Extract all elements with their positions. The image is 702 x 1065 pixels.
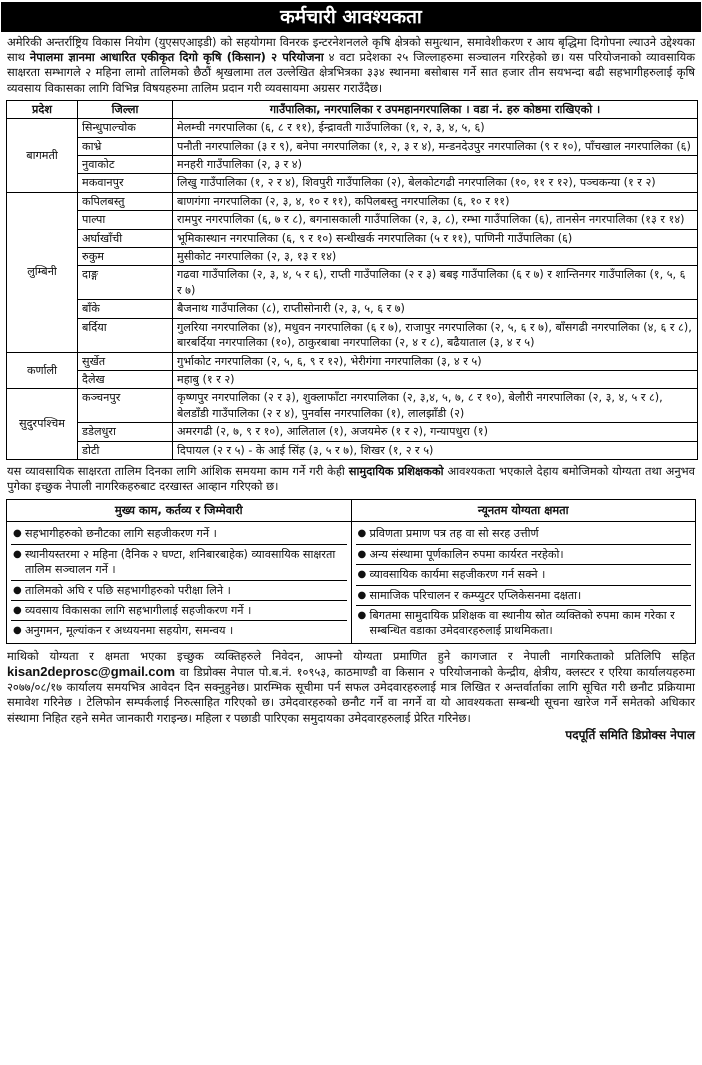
- table-row: [7, 389, 698, 423]
- call-text-1: यस व्यावसायिक साक्षरता तालिम दिनका लागि आंशिक समयमा काम गर्ने गरी केही: [7, 463, 349, 478]
- duty-item: ● अनुगमन, मूल्यांकन र अध्ययनमा सहयोग, समन्वय ।: [11, 621, 347, 640]
- municipalities-cell: कृष्णपुर नगरपालिका (२ र ३), शुक्लाफाँटा नगरपालिका (२, ३,४, ५, ७, ८ र १०), बेलौरी नगरपालिका (२, ३, ४, ५ र ८), बेलडाँडी गाउँपालिका (२ र ४), पुनर्वास नगरपालिका (१), लालझाँडी (२): [173, 389, 698, 423]
- municipalities-cell: मेलम्ची नगरपालिका (६, ८ र ११), ईन्द्रावती गाउँपालिका (१, २, ३, ४, ५, ६): [173, 119, 698, 137]
- duties-heading: मुख्य काम, कर्तव्य र जिम्मेवारी: [7, 500, 351, 522]
- district-cell: डडेलधुरा: [78, 423, 173, 441]
- duties-column: [7, 500, 352, 642]
- table-row: [7, 300, 698, 318]
- qualifications-heading: न्यूनतम योग्यता क्षमता: [352, 500, 696, 522]
- municipalities-cell: रामपुर नगरपालिका (६, ७ र ८), बगनासकाली गाउँपालिका (२, ३, ८), रम्भा गाउँपालिका (६), तानसेन नगरपालिका (१३ र १४): [173, 211, 698, 229]
- requirements-section: [6, 499, 696, 643]
- qualification-item: ● सामाजिक परिचालन र कम्प्युटर एप्लिकेसनमा दक्षता।: [356, 586, 692, 606]
- email-address: kisan2deprosc@gmail.com: [7, 663, 176, 679]
- municipalities-cell: पनौती नगरपालिका (३ र ९), बनेपा नगरपालिका (१, २, ३ र ४), मन्डनदेउपुर नगरपालिका (९ र १०), पाँचखाल नगरपालिका (६): [173, 137, 698, 155]
- header-province: प्रदेश: [7, 100, 78, 118]
- table-header-row: [7, 100, 698, 118]
- regions-table: [6, 100, 698, 460]
- province-cell: बागमती: [7, 119, 78, 193]
- district-cell: पाल्पा: [78, 211, 173, 229]
- municipalities-cell: महाबु (१ र २): [173, 370, 698, 388]
- duty-item: ● सहभागीहरुको छनौटका लागि सहजीकरण गर्ने ।: [11, 524, 347, 544]
- regions-table-body: [7, 119, 698, 460]
- district-cell: अर्घाखाँची: [78, 229, 173, 247]
- position-name: सामुदायिक प्रशिक्षकको: [348, 463, 444, 478]
- district-cell: बर्दिया: [78, 318, 173, 352]
- header-municipalities: गाउँपालिका, नगरपालिका र उपमहानगरपालिका । वडा नं. हरु कोष्ठमा राखिएको ।: [173, 100, 698, 118]
- header-district: जिल्ला: [78, 100, 173, 118]
- municipalities-cell: भूमिकास्थान नगरपालिका (६, ९ र १०) सन्धीखर्क नगरपालिका (५ र ११), पाणिनी गाउँपालिका (६): [173, 229, 698, 247]
- call-paragraph: [1, 460, 701, 494]
- table-row: [7, 248, 698, 266]
- qualifications-column: [352, 500, 696, 642]
- table-row: [7, 266, 698, 300]
- instructions-text-2: वा डिप्रोक्स नेपाल पो.ब.नं. १०९५३, काठमाण्डौ वा किसान २ परियोजनाको केन्द्रीय, क्षेत्रीय, क्लस्टर र एरिया कार्यालयहरुमा २०७७/०८/१७ कार्यालय समयभित्र आवेदन दिन सक्नुहुनेछ। प्रारम्भिक सूचीमा पर्न सफल उमेदवारहरुलाई मात्र लिखित र अन्तर्वार्ताका लागि सूचित गरी छनौट प्रक्रियामा समावेश गरिनेछ । टेलिफोन सम्पर्कलाई निरुत्साहित गरिएको छ। उमेदवारहरुको छनौट गर्ने वा नगर्ने वा यो आवश्यकता सम्बन्धी सूचना खारेज गर्ने समेतको अधिकार संस्थामा निहित रहने समेत जानकारी गराइन्छ। महिला र पछाडी पारिएका समुदायका उमेदवारहरुलाई प्रेरित गरिनेछ।: [7, 664, 695, 725]
- call-text-2: आवश्यकता भएकाले देहाय बमोजिमको योग्यता तथा अनुभव पुगेका इच्छुक नेपाली नागरिकहरुबाट दरखास्त आव्हान गरिएको छ।: [7, 463, 695, 494]
- table-row: [7, 156, 698, 174]
- province-cell: लुम्बिनी: [7, 192, 78, 352]
- duty-item: ● स्थानीयस्तरमा २ महिना (दैनिक २ घण्टा, शनिबारबाहेक) व्यावसायिक साक्षरता तालिम सञ्चालन गर्ने ।: [11, 545, 347, 581]
- district-cell: रुकुम: [78, 248, 173, 266]
- duty-item: ● व्यवसाय विकासका लागि सहभागीलाई सहजीकरण गर्ने ।: [11, 601, 347, 621]
- province-cell: कर्णाली: [7, 352, 78, 389]
- table-row: [7, 352, 698, 370]
- qualification-item: ● व्यावसायिक कार्यमा सहजीकरण गर्न सक्ने ।: [356, 565, 692, 585]
- qualification-item: ● अन्य संस्थामा पूर्णकालिन रुपमा कार्यरत नरहेको।: [356, 545, 692, 565]
- table-row: [7, 318, 698, 352]
- qualification-item: ● बिगतमा सामुदायिक प्रशिक्षक वा स्थानीय स्रोत व्यक्तिको रुपमा काम गरेका र सम्बन्धित वडाका उमेदवारहरुलाई प्राथमिकता।: [356, 606, 692, 641]
- intro-paragraph: [1, 35, 701, 96]
- table-row: [7, 441, 698, 459]
- table-row: [7, 119, 698, 137]
- signature: पदपूर्ति समिति डिप्रोक्स नेपाल: [565, 727, 695, 742]
- district-cell: काभ्रे: [78, 137, 173, 155]
- district-cell: बाँके: [78, 300, 173, 318]
- duties-list: [7, 522, 351, 642]
- district-cell: सिन्धुपाल्चोक: [78, 119, 173, 137]
- table-row: [7, 192, 698, 210]
- application-instructions: [1, 644, 701, 726]
- table-row: [7, 211, 698, 229]
- district-cell: दैलेख: [78, 370, 173, 388]
- page-title: कर्मचारी आवश्यकता: [1, 2, 701, 32]
- intro-text-2: ४ वटा प्रदेशका २५ जिल्लाहरुमा सञ्चालन गरिरहेको छ। यस परियोजनाको व्यावसायिक साक्षरता सम्भागले २ महिना लामो तालिमको छैठौं श्रृखलामा तल उल्लेखित क्षेत्रभित्रका ३३४ स्थानमा बसोबास गर्ने सात हजार तीन सयभन्दा बढी सहभागीहरुलाई कृषि व्यवसाय विकासका लागि विभिन्न विषयहरुमा तालिम प्रदान गरी व्यवसायमा अग्रसर गराउँदैछ।: [7, 50, 695, 95]
- municipalities-cell: गढवा गाउँपालिका (२, ३, ४, ५ र ६), राप्ती गाउँपालिका (२ र ३) बबइ गाउँपालिका (६ र ७) र शान्तिनगर गाउँपालिका (१, ५, ६ र ७): [173, 266, 698, 300]
- municipalities-cell: बैजनाथ गाउँपालिका (८), राप्तीसोनारी (२, ३, ५, ६ र ७): [173, 300, 698, 318]
- table-row: [7, 370, 698, 388]
- municipalities-cell: मुसीकोट नगरपालिका (२, ३, १३ र १४): [173, 248, 698, 266]
- qualifications-list: [352, 522, 696, 642]
- table-row: [7, 137, 698, 155]
- municipalities-cell: बाणगंगा नगरपालिका (२, ३, ४, १० र ११), कपिलबस्तु नगरपालिका (६, १० र ११): [173, 192, 698, 210]
- municipalities-cell: लिखु गाउँपालिका (१, २ र ४), शिवपुरी गाउँपालिका (२), बेलकोटगढी नगरपालिका (१०, ११ र १२), पञ्चकन्या (१ र २): [173, 174, 698, 192]
- district-cell: सुर्खेत: [78, 352, 173, 370]
- job-vacancy-notice: [0, 2, 702, 1065]
- district-cell: दाङ्ग: [78, 266, 173, 300]
- intro-text-1: अमेरिकी अन्तर्राष्ट्रिय विकास नियोग (युएसएआइडी) को सहयोगमा विनरक इन्टरनेशनलले कृषि क्षेत्रको समुत्थान, समावेशीकरण र आय बृद्धिमा दिगोपना ल्याउने उद्देश्यका साथ: [7, 35, 695, 65]
- province-cell: सुदुरपश्चिम: [7, 389, 78, 460]
- municipalities-cell: अमरगढी (२, ७, ९ र १०), आलिताल (१), अजयमेरु (१ र २), गन्यापधुरा (१): [173, 423, 698, 441]
- district-cell: नुवाकोट: [78, 156, 173, 174]
- qualification-item: ● प्रविणता प्रमाण पत्र तह वा सो सरह उत्तीर्ण: [356, 524, 692, 544]
- district-cell: कपिलबस्तु: [78, 192, 173, 210]
- instructions-text-1: माथिको योग्यता र क्षमता भएका इच्छुक व्यक्तिहरुले निवेदन, आफ्नो योग्यता प्रमाणित हुने कागजात र नेपाली नागरिकताको प्रतिलिपि सहित: [7, 648, 695, 663]
- district-cell: कञ्चनपुर: [78, 389, 173, 423]
- district-cell: मकवानपुर: [78, 174, 173, 192]
- municipalities-cell: दिपायल (२ र ५) - के आई सिंह (३, ५ र ७), शिखर (१, २ र ५): [173, 441, 698, 459]
- municipalities-cell: गुर्भाकोट नगरपालिका (२, ५, ६, ९ र १२), भेरीगंगा नगरपालिका (३, ४ र ५): [173, 352, 698, 370]
- district-cell: डोटी: [78, 441, 173, 459]
- project-name: नेपालमा ज्ञानमा आधारित एकीकृत दिगो कृषि (किसान) २ परियोजना: [29, 50, 324, 65]
- duty-item: ● तालिमको अघि र पछि सहभागीहरुको परीक्षा लिने ।: [11, 581, 347, 601]
- municipalities-cell: मनहरी गाउँपालिका (२, ३ र ४): [173, 156, 698, 174]
- table-row: [7, 174, 698, 192]
- table-row: [7, 229, 698, 247]
- table-row: [7, 423, 698, 441]
- municipalities-cell: गुलरिया नगरपालिका (४), मधुवन नगरपालिका (६ र ७), राजापुर नगरपालिका (२, ५, ६ र ७), बाँसगढी नगरपालिका (४, ६ र ८), बारबर्दिया नगरपालिका (१०), ठाकुरबाबा नगरपालिका (२, ४ र ८), बढैयाताल (३, ४ र ५): [173, 318, 698, 352]
